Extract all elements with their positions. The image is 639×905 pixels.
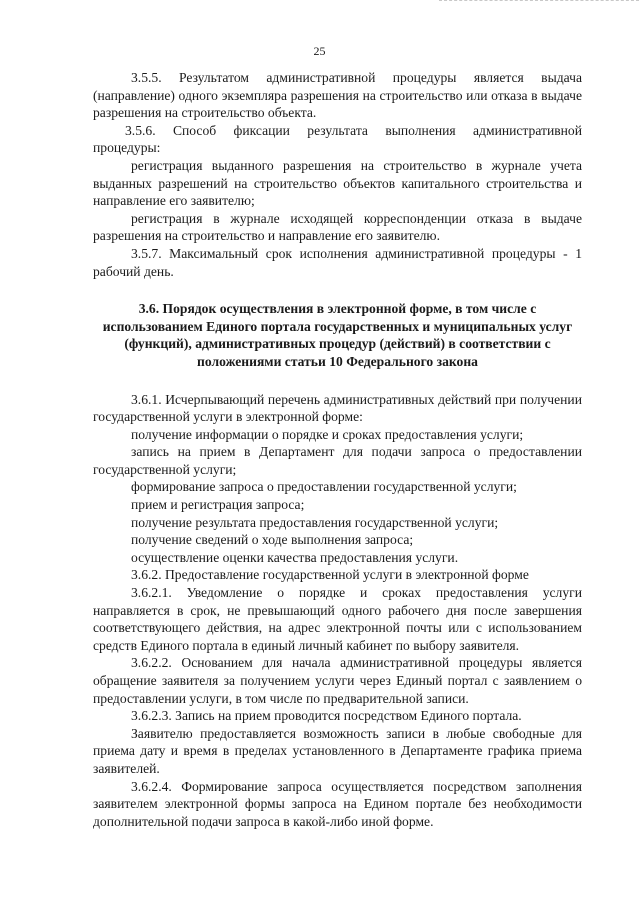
paragraph-3-6-1: 3.6.1. Исчерпывающий перечень административных действий при получении государственной услуги в электронной форме: [93,391,582,425]
scan-edge [439,0,639,4]
page-number: 25 [313,44,326,58]
section-heading-3-6: 3.6. Порядок осуществления в электронной форме, в том числе с использованием Единого портала государственных и муниципальных услуг (функций), административных процедур (действий) в соответствии с положениями статьи 10 Федерального закона [102,301,573,369]
list-item-info: получение информации о порядке и сроках предоставления услуги; [131,426,524,442]
paragraph-3-6-2-3: 3.6.2.3. Запись на прием проводится посредством Единого портала. [131,708,522,724]
list-item-request-form: формирование запроса о предоставлении государственной услуги; [131,479,517,495]
page-content [93,69,582,830]
paragraph-registration-permit: регистрация выданного разрешения на строительство в журнале учета выданных разрешений на строительство объектов капитального строительства и направление его заявителю; [93,157,582,209]
list-item-appointment: запись на прием в Департамент для подачи запроса о предоставлении государственной услуги; [93,444,582,477]
list-item-result: получение результата предоставления государственной услуги; [131,514,499,530]
paragraph-3-6-2-4: 3.6.2.4. Формирование запроса осуществляется посредством заполнения заявителем электронной формы запроса на Едином портале без необходимости дополнительной подачи запроса в какой-либо иной форме. [93,778,582,829]
list-item-quality: осуществление оценки качества предоставления услуги. [131,549,459,565]
paragraph-3-5-7: 3.5.7. Максимальный срок исполнения административной процедуры - 1 рабочий день. [93,245,582,279]
paragraph-3-6-2: 3.6.2. Предоставление государственной услуги в электронной форме [131,567,529,583]
list-item-reception: прием и регистрация запроса; [131,497,305,513]
paragraph-3-5-6: 3.5.6. Способ фиксации результата выполнения административной процедуры: [93,122,582,156]
paragraph-3-6-2-2: 3.6.2.2. Основанием для начала административной процедуры является обращение заявителя за получением услуги через Единый портал с заявлением о предоставлении услуги, в том числе по предварительной записи. [93,655,582,706]
paragraph-3-5-5: 3.5.5. Результатом административной процедуры является выдача (направление) одного экземпляра разрешения на строительство или отказа в выдаче разрешения на строительство объекта. [93,70,582,121]
paragraph-3-6-2-1: 3.6.2.1. Уведомление о порядке и сроках предоставления услуги направляется в срок, не превышающий одного рабочего дня после завершения соответствующего действия, на адрес электронной почты или с использованием средств Единого портала в единый личный кабинет по выбору заявителя. [93,585,582,653]
paragraph-registration-refusal: регистрация в журнале исходящей корреспонденции отказа в выдаче разрешения на строительство и направление его заявителю. [93,210,582,244]
paragraph-appointment-options: Заявителю предоставляется возможность записи в любые свободные для приема дату и время в пределах установленного в Департаменте графика приема заявителей. [93,725,582,776]
list-item-progress: получение сведений о ходе выполнения запроса; [131,532,414,548]
